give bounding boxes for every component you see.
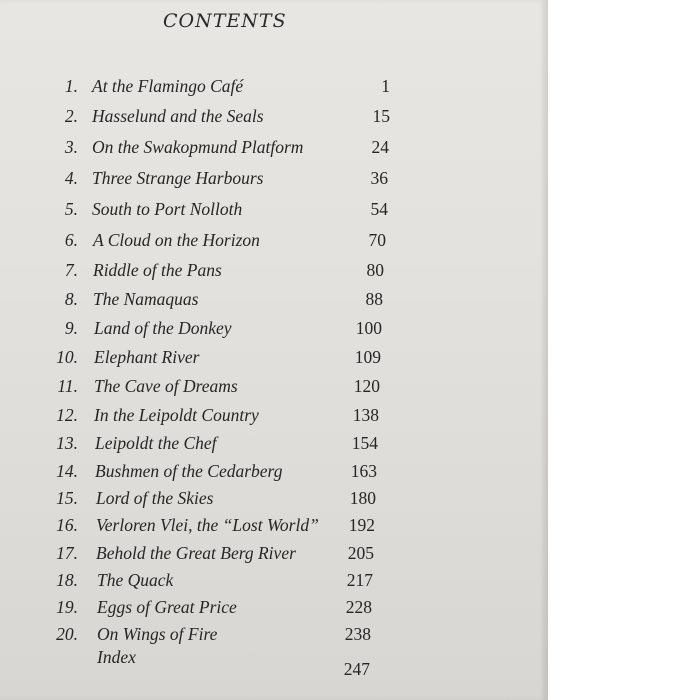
chapter-title: Three Strange Harbours (92, 168, 264, 188)
page-number: 180 (349, 488, 376, 508)
page-number: 238 (344, 624, 371, 644)
toc-entry (0, 461, 548, 485)
chapter-title: Eggs of Great Price (97, 597, 237, 617)
chapter-title: Riddle of the Pans (93, 260, 222, 280)
toc-entry (0, 488, 548, 512)
page-number: 109 (354, 347, 381, 367)
page-number: 154 (351, 433, 378, 453)
chapter-title: On the Swakopmund Platform (92, 137, 304, 157)
toc-entry (0, 76, 548, 100)
chapter-title: At the Flamingo Café (92, 76, 244, 96)
page-number: 100 (355, 318, 382, 338)
toc-entry (0, 376, 548, 400)
chapter-number: 17. (56, 543, 78, 563)
chapter-number: 5. (64, 199, 78, 219)
chapter-number: 15. (56, 488, 78, 508)
toc-entry (0, 230, 548, 254)
page-number: 88 (365, 289, 383, 309)
page-number: 192 (348, 515, 375, 535)
toc-entry (0, 289, 548, 313)
chapter-title: A Cloud on the Horizon (93, 230, 260, 250)
chapter-number: 14. (56, 461, 78, 481)
chapter-title: Bushmen of the Cedarberg (95, 461, 283, 481)
chapter-number: 19. (56, 597, 78, 617)
chapter-number: 4. (64, 168, 78, 188)
chapter-title: Elephant River (94, 347, 200, 367)
chapter-title: Index (97, 647, 136, 667)
chapter-number: 6. (64, 230, 78, 250)
toc-entry (0, 405, 548, 429)
chapter-title: The Quack (97, 570, 174, 590)
chapter-number: 10. (56, 347, 78, 367)
chapter-number: 18. (56, 570, 78, 590)
chapter-title: In the Leipoldt Country (94, 405, 259, 425)
chapter-title: Hasselund and the Seals (92, 106, 264, 126)
toc-entry (0, 570, 548, 594)
toc-entry (0, 106, 548, 130)
toc-entry (0, 647, 548, 679)
page-number: 217 (346, 570, 373, 590)
page-number: 138 (352, 405, 379, 425)
chapter-number: 16. (56, 515, 78, 535)
toc-entry (0, 318, 548, 342)
page-number: 247 (343, 659, 370, 679)
chapter-number: 20. (56, 624, 78, 644)
chapter-number: 3. (64, 137, 78, 157)
page-number: 54 (370, 199, 388, 219)
toc-entry (0, 597, 548, 621)
chapter-title: South to Port Nolloth (92, 199, 243, 219)
chapter-number: 11. (57, 376, 78, 396)
toc-entry (0, 137, 548, 161)
chapter-title: Lord of the Skies (96, 488, 214, 508)
toc-entry (0, 433, 548, 457)
toc-entry (0, 515, 548, 539)
toc-entry (0, 347, 548, 371)
toc-entry (0, 543, 548, 567)
toc-entry (0, 168, 548, 192)
chapter-title: On Wings of Fire (97, 624, 218, 644)
page-number: 80 (366, 260, 384, 280)
toc-entry (0, 199, 548, 223)
chapter-title: The Cave of Dreams (94, 376, 238, 396)
chapter-title: Behold the Great Berg River (96, 543, 296, 563)
chapter-title: Land of the Donkey (94, 318, 232, 338)
chapter-number: 9. (64, 318, 78, 338)
page-number: 163 (350, 461, 377, 481)
page-number: 15 (372, 106, 390, 126)
page-number: 228 (345, 597, 372, 617)
chapter-title: Leipoldt the Chef (95, 433, 217, 453)
chapter-number: 13. (56, 433, 78, 453)
page-number: 205 (347, 543, 374, 563)
chapter-number: 7. (64, 260, 78, 280)
toc-entry (0, 624, 548, 648)
toc-entry (0, 260, 548, 284)
chapter-title: The Namaquas (93, 289, 199, 309)
page-number: 120 (353, 376, 380, 396)
contents-heading: CONTENTS (163, 10, 287, 32)
chapter-title: Verloren Vlei, the “Lost World” (96, 515, 319, 535)
page-number: 1 (381, 76, 390, 96)
page-number: 70 (368, 230, 386, 250)
chapter-number: 2. (64, 106, 78, 126)
chapter-number: 12. (56, 405, 78, 425)
chapter-number: 8. (64, 289, 78, 309)
page-number: 36 (370, 168, 388, 188)
chapter-number: 1. (64, 76, 78, 96)
page-number: 24 (371, 137, 389, 157)
